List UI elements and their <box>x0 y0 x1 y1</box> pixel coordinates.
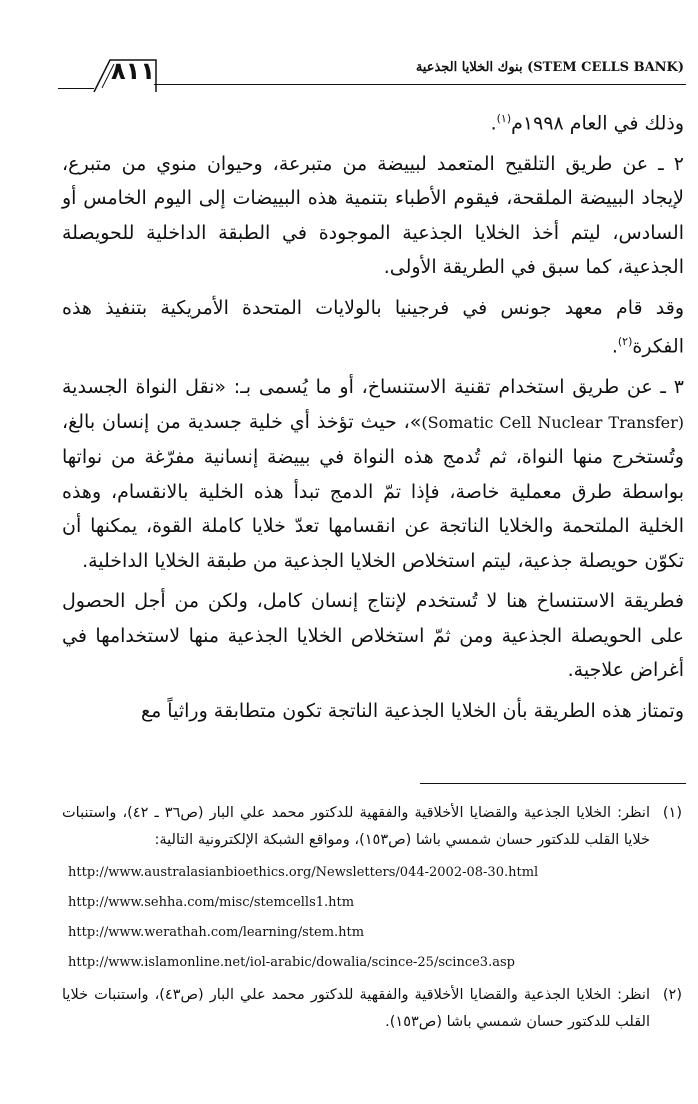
paragraph-4: ٣ ـ عن طريق استخدام تقنية الاستنساخ، أو ما يُسمى بـ: «نقل النواة الجسدية (Somatic Cell Nuclear Transfer)»، حيث تؤخذ أي خلية جسدية من إنسان بالغ، وتُستخرج منها النواة، ثم تُدمج هذه النواة في بييضة إنسانية مفرّغة من نواتها بواسطة طرق معملية خاصة، فإذا تمّ الدمج تبدأ هذه الخلية بالانقسام، وهذه الخلية الملتحمة والخلايا الناتجة عن انقسامها تعدّ خلايا كاملة القوة، يمكنها أن تكوّن حويصلة جذعية، ليتم استخلاص الخلايا الجذعية من طبقة الخلايا الداخلية. <box>62 376 685 572</box>
footnote-number: (١) <box>662 805 682 821</box>
paragraph-2: ٢ ـ عن طريق التلقيح المتعمد لبييضة من متبرعة، وحيوان منوي من متبرع، لإيجاد البييضة الملقحة، فيقوم الأطباء بتنمية هذه البييضات إلى اليوم الخامس أو السادس، ليتم أخذ الخلايا الجذعية الموجودة في الطبقة الداخلية للحويصلة الجذعية، كما سبق في الطريقة الأولى. <box>62 152 684 279</box>
footnote-separator <box>420 783 686 784</box>
url-link[interactable]: http://www.australasianbioethics.org/Newsletters/044-2002-08-30.html <box>68 865 539 880</box>
page-number: ٨١١ <box>111 57 155 85</box>
english-term: (Somatic Cell Nuclear Transfer) <box>421 412 685 432</box>
footnote-2 <box>62 982 684 1036</box>
running-header-title: بنوك الخلايا الجذعية (STEM CELLS BANK) <box>415 60 684 75</box>
page-number-box <box>88 54 158 90</box>
footnote-ref-2[interactable]: (٢) <box>617 335 633 349</box>
url-link[interactable]: http://www.islamonline.net/iol-arabic/dowalia/scince-25/scince3.asp <box>68 955 515 970</box>
page-header <box>58 50 686 94</box>
footnote-number: (٢) <box>662 987 682 1003</box>
paragraph-3: وقد قام معهد جونس في فرجينيا بالولايات المتحدة الأمريكية بتنفيذ هذه الفكرة$^{(٢)}$. <box>62 296 684 358</box>
footnote-ref-1[interactable]: (١) <box>496 112 512 125</box>
body-text <box>62 102 684 728</box>
footnote-text: انظر: الخلايا الجذعية والقضايا الأخلاقية والفقهية للدكتور محمد علي البار (ص٤٣)، واستنبات خلايا القلب للدكتور حسان شمسي باشا (ص١٥٣). <box>62 987 651 1030</box>
url-link[interactable]: http://www.werathah.com/learning/stem.htm <box>68 925 365 940</box>
header-rule-left <box>58 88 94 89</box>
paragraph-6: وتمتاز هذه الطريقة بأن الخلايا الجذعية الناتجة تكون متطابقة وراثياً مع <box>140 699 684 722</box>
footnote-text: انظر: الخلايا الجذعية والقضايا الأخلاقية والفقهية للدكتور محمد علي البار (ص٣٦ ـ ٤٢)، واستنبات خلايا القلب للدكتور حسان شمسي باشا (ص١٥٣)، ومواقع الشبكة الإلكترونية التالية: <box>62 805 650 848</box>
url-list <box>62 858 684 978</box>
header-rule <box>154 84 686 85</box>
url-link[interactable]: http://www.sehha.com/misc/stemcells1.htm <box>68 895 355 910</box>
paragraph-1: وذلك في العام ١٩٩٨م$^{(١)}$. <box>490 112 684 135</box>
paragraph-5: فطريقة الاستنساخ هنا لا تُستخدم لإنتاج إنسان كامل، ولكن من أجل الحصول على الحويصلة الجذعية ومن ثمّ استخلاص الخلايا الجذعية منها لاستخدامها في أغراض علاجية. <box>62 590 684 682</box>
footnotes <box>62 800 684 1036</box>
footnote-1 <box>62 800 684 854</box>
